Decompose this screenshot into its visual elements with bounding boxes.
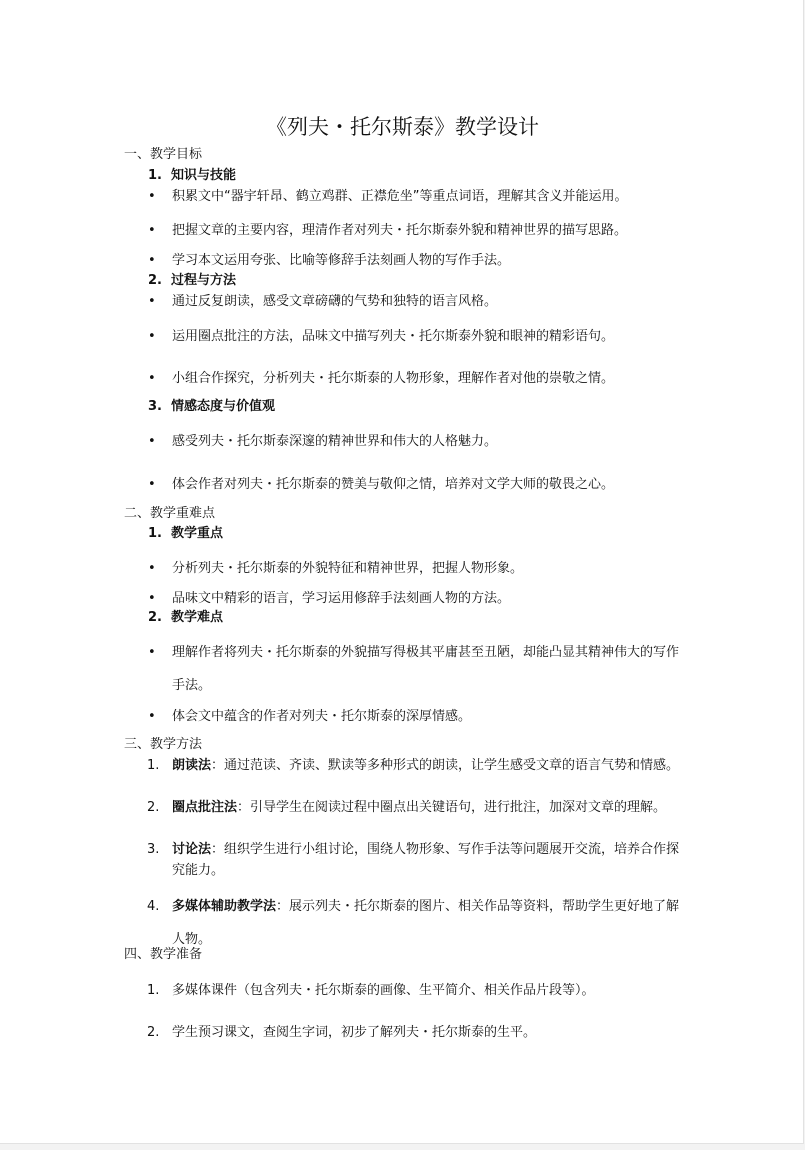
bullet-icon: • — [148, 591, 156, 606]
section-heading-goals: 一、教学目标 — [124, 147, 203, 162]
bullet-icon: • — [148, 709, 156, 724]
list-item: • 学习本文运用夸张、比喻等修辞手法刻画人物的写作手法。 — [148, 253, 511, 268]
method-term: 多媒体辅助教学法 — [172, 899, 277, 914]
method-desc: ：组织学生进行小组讨论，围绕人物形象、写作手法等问题展开交流，培养合作探究能力。 — [172, 842, 680, 878]
subheading-number: 2. — [148, 273, 162, 288]
method-number: 3. — [147, 842, 160, 857]
subheading-label: 教学难点 — [171, 610, 224, 625]
bullet-icon: • — [148, 329, 156, 344]
subheading-number: 1. — [148, 526, 162, 541]
list-item: • 分析列夫・托尔斯泰的外貌特征和精神世界，把握人物形象。 — [148, 561, 524, 576]
subheading-knowledge — [148, 167, 236, 185]
subheading-number: 3. — [148, 399, 162, 414]
bullet-icon: • — [148, 434, 156, 449]
list-item: • 通过反复朗读，感受文章磅礴的气势和独特的语言风格。 — [148, 294, 498, 309]
method-item — [147, 890, 687, 956]
bullet-icon: • — [148, 371, 156, 386]
method-desc: ：展示列夫・托尔斯泰的图片、相关作品等资料，帮助学生更好地了解人物。 — [172, 899, 680, 947]
list-item: • 体会作者对列夫・托尔斯泰的赞美与敬仰之情，培养对文学大师的敬畏之心。 — [148, 477, 615, 492]
subheading-label: 情感态度与价值观 — [171, 399, 276, 414]
subheading-label: 知识与技能 — [171, 168, 237, 183]
method-number: 2. — [147, 800, 160, 815]
subheading-difficulty — [148, 609, 223, 627]
method-desc: ：引导学生在阅读过程中圈点出关键语句，进行批注，加深对文章的理解。 — [237, 800, 667, 815]
method-term: 朗读法 — [172, 758, 212, 773]
subheading-values — [148, 398, 275, 416]
subheading-label: 过程与方法 — [171, 273, 237, 288]
prep-number: 2. — [147, 1025, 160, 1040]
bullet-icon: • — [148, 294, 156, 309]
bullet-icon: • — [148, 477, 156, 492]
list-item: • 体会文中蕴含的作者对列夫・托尔斯泰的深厚情感。 — [148, 709, 472, 724]
list-item: • 运用圈点批注的方法，品味文中描写列夫・托尔斯泰外貌和眼神的精彩语句。 — [148, 329, 615, 344]
method-item — [147, 755, 687, 776]
prep-item — [147, 980, 687, 1001]
document-title: 《列夫・托尔斯泰》教学设计 — [266, 115, 539, 139]
list-item: • 理解作者将列夫・托尔斯泰的外貌描写得极其平庸甚至丑陋，却能凸显其精神伟大的写作手法。 — [148, 636, 688, 702]
list-item: • 把握文章的主要内容，理清作者对列夫・托尔斯泰外貌和精神世界的描写思路。 — [148, 223, 628, 238]
method-term: 圈点批注法 — [172, 800, 238, 815]
bullet-icon: • — [148, 645, 156, 660]
prep-number: 1. — [147, 983, 160, 998]
list-item: • 积累文中“器宇轩昂、鹤立鸡群、正襟危坐”等重点词语，理解其含义并能运用。 — [148, 189, 628, 204]
method-item — [147, 797, 687, 818]
subheading-number: 2. — [148, 610, 162, 625]
list-item: • 小组合作探究，分析列夫・托尔斯泰的人物形象，理解作者对他的崇敬之情。 — [148, 371, 615, 386]
list-item: • 感受列夫・托尔斯泰深邃的精神世界和伟大的人格魅力。 — [148, 434, 498, 449]
prep-item — [147, 1022, 687, 1043]
method-term: 讨论法 — [172, 842, 212, 857]
list-item: • 品味文中精彩的语言，学习运用修辞手法刻画人物的方法。 — [148, 591, 511, 606]
section-heading-key-points: 二、教学重难点 — [124, 506, 216, 521]
subheading-focus — [148, 525, 223, 543]
bullet-icon: • — [148, 189, 156, 204]
subheading-process — [148, 272, 236, 290]
bullet-icon: • — [148, 223, 156, 238]
prep-text: 学生预习课文，查阅生字词，初步了解列夫・托尔斯泰的生平。 — [172, 1025, 537, 1040]
bullet-icon: • — [148, 253, 156, 268]
subheading-number: 1. — [148, 168, 162, 183]
subheading-label: 教学重点 — [171, 526, 224, 541]
method-desc: ：通过范读、齐读、默读等多种形式的朗读，让学生感受文章的语言气势和情感。 — [211, 758, 680, 773]
section-heading-preparation: 四、教学准备 — [124, 947, 203, 962]
method-number: 4. — [147, 899, 160, 914]
method-item — [147, 839, 687, 881]
bullet-icon: • — [148, 561, 156, 576]
prep-text: 多媒体课件（包含列夫・托尔斯泰的画像、生平简介、相关作品片段等）。 — [172, 983, 595, 998]
section-heading-methods: 三、教学方法 — [124, 737, 203, 752]
method-number: 1. — [147, 758, 160, 773]
